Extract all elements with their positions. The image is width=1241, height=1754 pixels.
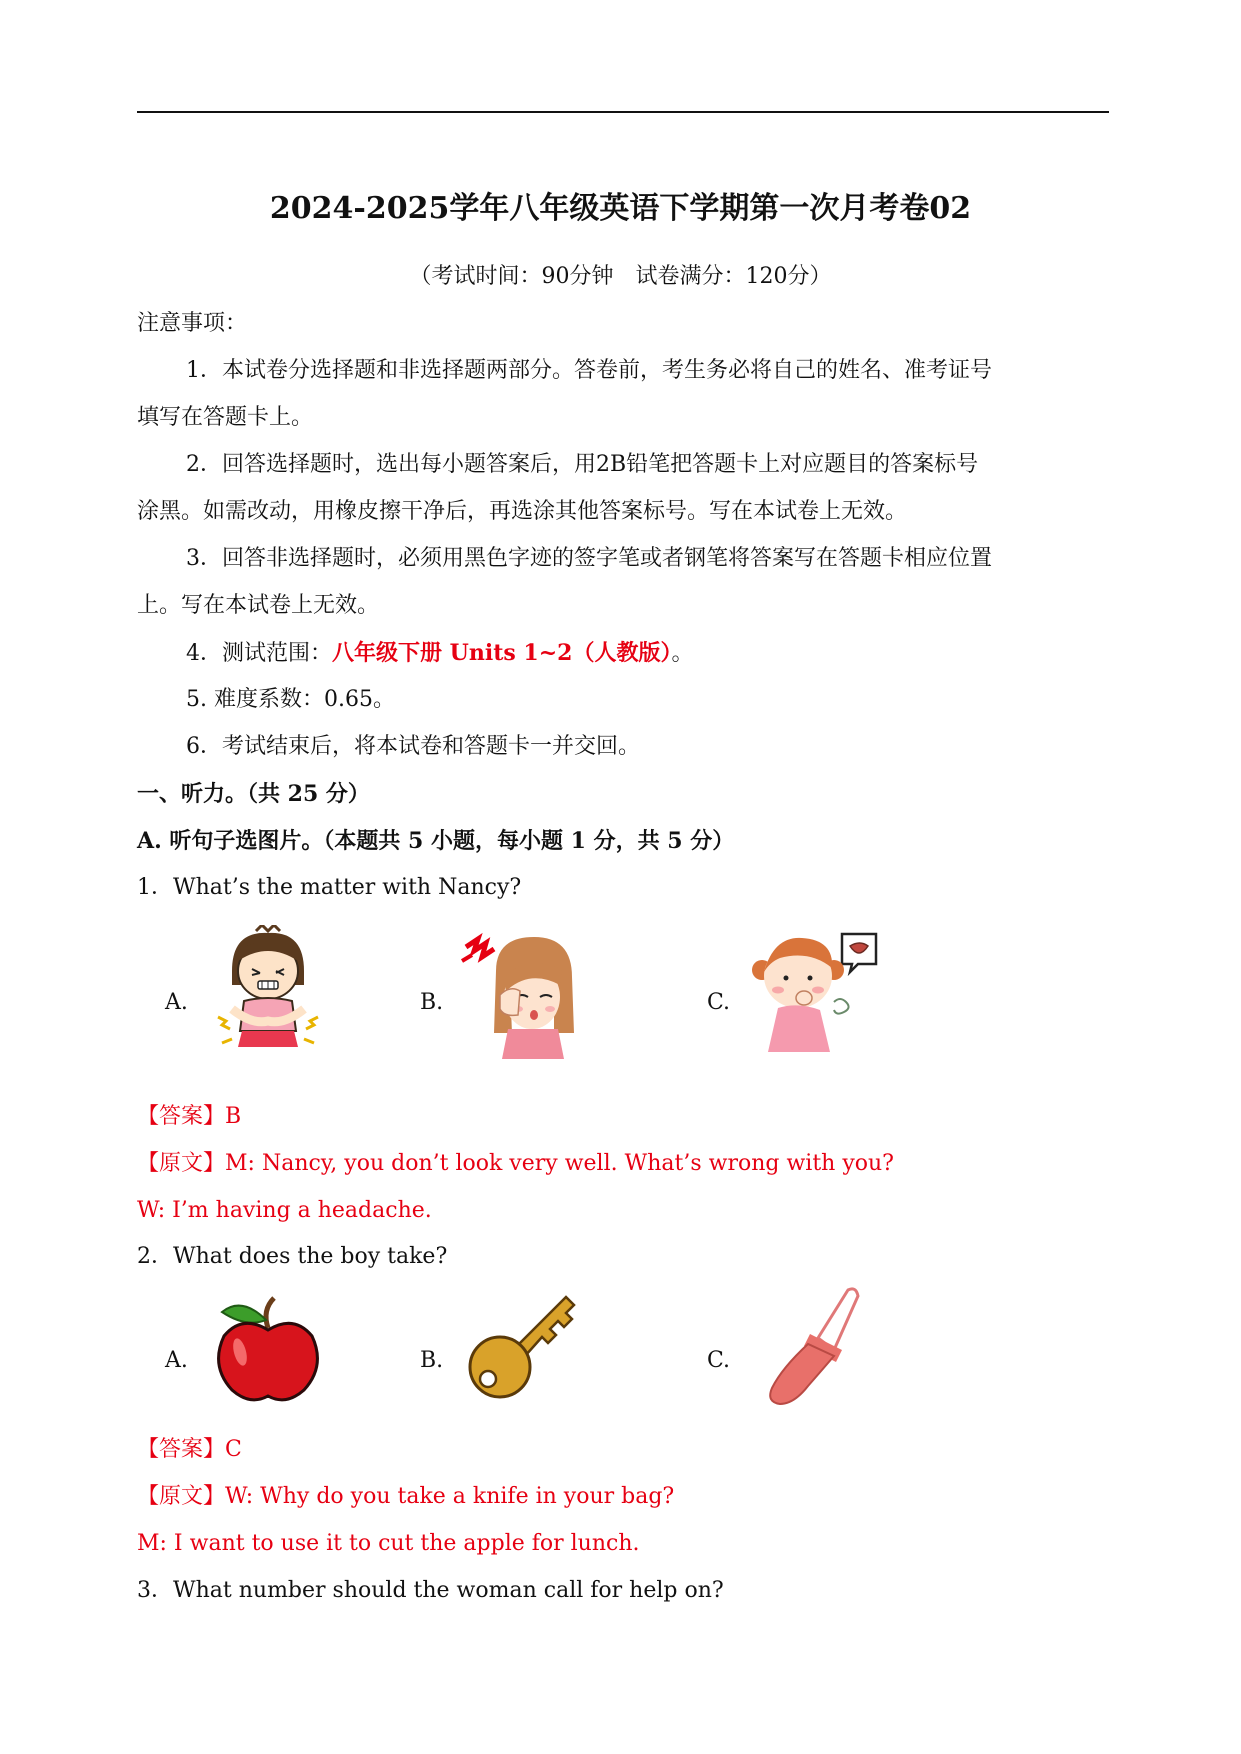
notice-item-1b: 填写在答题卡上。 — [137, 405, 314, 430]
question-2-stem: 2．What does the boy take? — [137, 1244, 448, 1269]
part-a-heading: A. 听句子选图片。（本题共 5 小题，每小题 1 分，共 5 分） — [137, 828, 735, 854]
q2-option-c-label: C. — [707, 1348, 731, 1373]
header-rule — [137, 111, 1109, 113]
q2-option-b-label: B. — [420, 1348, 444, 1373]
section-heading: 一、听力。（共 25 分） — [137, 781, 370, 807]
q1-option-c-label: C. — [707, 990, 731, 1015]
q1-script-line-2: W: I’m having a headache. — [137, 1198, 432, 1223]
notice-item-3b: 上。写在本试卷上无效。 — [137, 593, 380, 618]
q2-option-a-label: A. — [165, 1348, 188, 1373]
q2-answer-value: C — [225, 1437, 242, 1462]
q2-script-label: 【原文】 — [137, 1484, 226, 1509]
stomachache-girl-image — [212, 925, 324, 1057]
q2-script-line-1 — [137, 1482, 674, 1512]
q2-answer — [137, 1435, 242, 1465]
q1-answer-value: B — [225, 1104, 242, 1129]
notice-item-4-prefix: 4．测试范围： — [186, 641, 332, 666]
page-title: 2024-2025学年八年级英语下学期第一次月考卷02 — [269, 191, 972, 226]
notice-item-4-suffix: 。 — [671, 641, 694, 666]
test-scope: 八年级下册 Units 1~2（人教版） — [332, 640, 672, 666]
notice-item-6: 6．考试结束后，将本试卷和答题卡一并交回。 — [186, 734, 640, 759]
notice-heading: 注意事项： — [137, 311, 248, 336]
q1-option-b-label: B. — [420, 990, 444, 1015]
notice-item-2a: 2．回答选择题时，选出每小题答案后，用2B铅笔把答题卡上对应题目的答案标号 — [186, 452, 979, 477]
q1-option-a-label: A. — [165, 990, 188, 1015]
knife-image — [752, 1284, 864, 1408]
headache-girl-image — [460, 925, 580, 1059]
q1-script-label: 【原文】 — [137, 1151, 226, 1176]
q1-answer-label: 【答案】 — [137, 1104, 226, 1129]
apple-image — [212, 1294, 324, 1406]
question-1-stem: 1．What’s the matter with Nancy? — [137, 875, 522, 900]
notice-item-5: 5. 难度系数：0.65。 — [186, 687, 395, 712]
question-3-stem: 3．What number should the woman call for help on? — [137, 1578, 724, 1603]
q1-script-line-1 — [137, 1149, 894, 1179]
notice-item-4 — [186, 638, 693, 669]
q1-answer — [137, 1102, 241, 1132]
notice-item-1a: 1．本试卷分选择题和非选择题两部分。答卷前，考生务必将自己的姓名、准考证号 — [186, 358, 992, 383]
key-image — [462, 1285, 582, 1405]
notice-item-3a: 3．回答非选择题时，必须用黑色字迹的签字笔或者钢笔将答案写在答题卡相应位置 — [186, 546, 992, 571]
q1-script-text-1: M: Nancy, you don’t look very well. What’s wrong with you? — [225, 1151, 894, 1176]
coughing-girl-image — [750, 928, 880, 1052]
q2-answer-label: 【答案】 — [137, 1437, 226, 1462]
q2-script-text-1: W: Why do you take a knife in your bag? — [225, 1484, 675, 1509]
exam-info: （考试时间：90分钟 试卷满分：120分） — [409, 264, 832, 289]
q2-script-line-2: M: I want to use it to cut the apple for lunch. — [137, 1531, 640, 1556]
notice-item-2b: 涂黑。如需改动，用橡皮擦干净后，再选涂其他答案标号。写在本试卷上无效。 — [137, 499, 908, 524]
